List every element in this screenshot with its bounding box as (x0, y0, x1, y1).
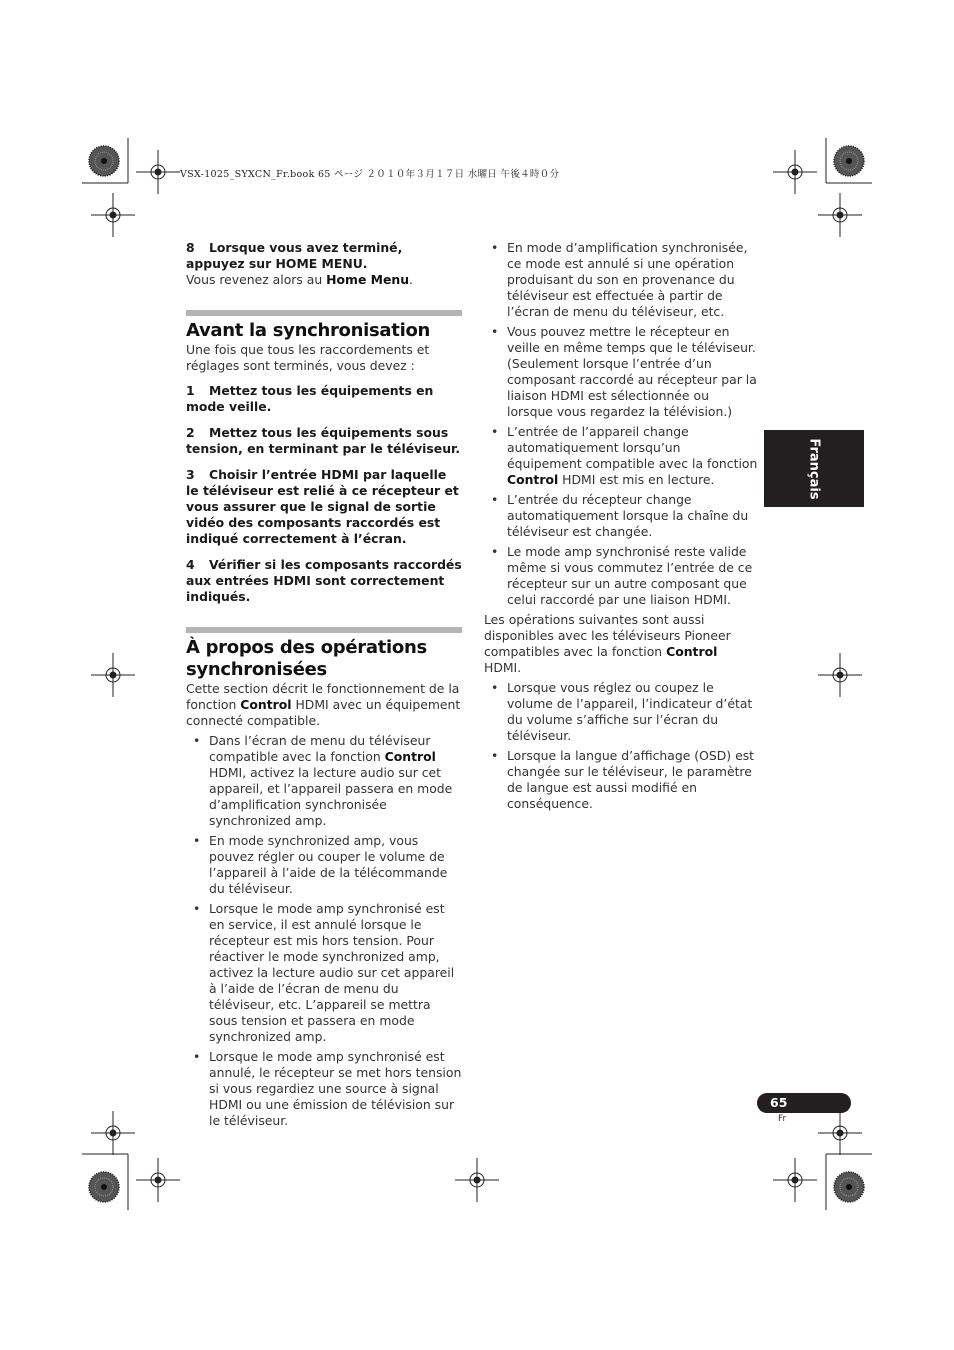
registration-cross-mark (91, 193, 135, 237)
steps-list (186, 383, 462, 605)
section-rule (186, 310, 462, 316)
list-item: • Lorsque la langue d’affichage (OSD) est changée sur le téléviseur, le paramètre de langue est aussi modifié en conséquence. (484, 748, 758, 812)
section-intro: Une fois que tous les raccordements et réglages sont terminés, vous devez : (186, 342, 430, 373)
right-column (484, 240, 758, 816)
language-tab (764, 430, 864, 507)
list-item: • Lorsque vous réglez ou coupez le volume de l’appareil, l’indicateur d’état du volume s’affiche sur l’écran du téléviseur. (484, 680, 758, 744)
print-header: VSX-1025_SYXCN_Fr.book 65 ページ ２０１０年３月１７日 水曜日 午後４時０分 (180, 169, 560, 180)
list-item: • L’entrée de l’appareil change automatiquement lorsqu’un équipement compatible avec la fonction Control HDMI est mis en lecture. (484, 424, 758, 488)
section-title: Avant la synchronisation (186, 320, 431, 341)
list-item: • Vous pouvez mettre le récepteur en veille en même temps que le téléviseur. (Seulement lorsque l’entrée d’un composant raccordé au récepteur par la liaison HDMI est sélectionnée ou lorsque vous regardez la télévision.) (484, 324, 758, 420)
registration-cross-mark (136, 1158, 180, 1202)
section-title: À propos des opérations synchronisées (186, 637, 427, 680)
left-column (186, 240, 462, 1133)
step-item: 3 Choisir l’entrée HDMI par laquelle le téléviseur est relié à ce récepteur et vous assurer que le signal de sortie vidéo des composants raccordés est indiqué correctement à l’écran. (186, 467, 459, 546)
list-item: • En mode d’amplification synchronisée, ce mode est annulé si une opération produisant du son en provenance du téléviseur est effectuée à partir de l’écran de menu du téléviseur, etc. (484, 240, 758, 320)
color-bar-mark (834, 146, 864, 176)
step-item: 2 Mettez tous les équipements sous tension, en terminant par le téléviseur. (186, 425, 461, 456)
step-item: 4 Vérifier si les composants raccordés aux entrées HDMI sont correctement indiqués. (186, 557, 462, 604)
step-8: 8 Lorsque vous avez terminé, appuyez sur HOME MENU. (186, 240, 403, 271)
step-8-note: Vous revenez alors au Home Menu. (186, 272, 413, 287)
list-item: • L’entrée du récepteur change automatiquement lorsque la chaîne du téléviseur est changée. (484, 492, 758, 540)
registration-cross-mark (91, 653, 135, 697)
list-item: • Le mode amp synchronisé reste valide même si vous commutez l’entrée de ce récepteur sur un autre composant que celui raccordé par une liaison HDMI. (484, 544, 758, 608)
color-bar-mark (834, 1172, 864, 1202)
step-item: 1 Mettez tous les équipements en mode veille. (186, 383, 434, 414)
list-item: • Dans l’écran de menu du téléviseur compatible avec la fonction Control HDMI, activez la lecture audio sur cet appareil, et l’appareil passera en mode d’amplification synchronisée synchronized amp. (186, 733, 462, 829)
list-item: • Lorsque le mode amp synchronisé est en service, il est annulé lorsque le récepteur est mis hors tension. Pour réactiver le mode synchronized amp, activez la lecture audio sur cet appareil à l’aide de l’écran de menu du téléviseur, etc. L’appareil se mettra sous tension et passera en mode synchronized amp. (186, 901, 462, 1045)
registration-cross-mark (773, 150, 817, 194)
registration-cross-mark (136, 150, 180, 194)
registration-cross-mark (773, 1158, 817, 1202)
bullet-list (484, 680, 758, 812)
registration-cross-mark (818, 653, 862, 697)
bullet-list (186, 733, 462, 1129)
paragraph: Les opérations suivantes sont aussi disponibles avec les téléviseurs Pioneer compatibles avec la fonction Control HDMI. (484, 612, 731, 675)
page-language: Fr (778, 1114, 787, 1124)
color-bar-mark (89, 1172, 119, 1202)
color-bar-mark (89, 146, 119, 176)
registration-cross-mark (455, 1158, 499, 1202)
registration-cross-mark (91, 1111, 135, 1155)
registration-cross-mark (818, 1111, 862, 1155)
section-intro: Cette section décrit le fonctionnement de la fonction Control HDMI avec un équipement connecté compatible. (186, 681, 461, 728)
registration-cross-mark (818, 193, 862, 237)
bullet-list (484, 240, 758, 608)
page-number: 65 (757, 1093, 851, 1113)
section-rule (186, 627, 462, 633)
language-tab-label: Français (806, 437, 822, 500)
list-item: • En mode synchronized amp, vous pouvez régler ou couper le volume de l’appareil à l’aide de la télécommande du téléviseur. (186, 833, 462, 897)
list-item: • Lorsque le mode amp synchronisé est annulé, le récepteur se met hors tension si vous regardiez une source à signal HDMI ou une émission de télévision sur le téléviseur. (186, 1049, 462, 1129)
